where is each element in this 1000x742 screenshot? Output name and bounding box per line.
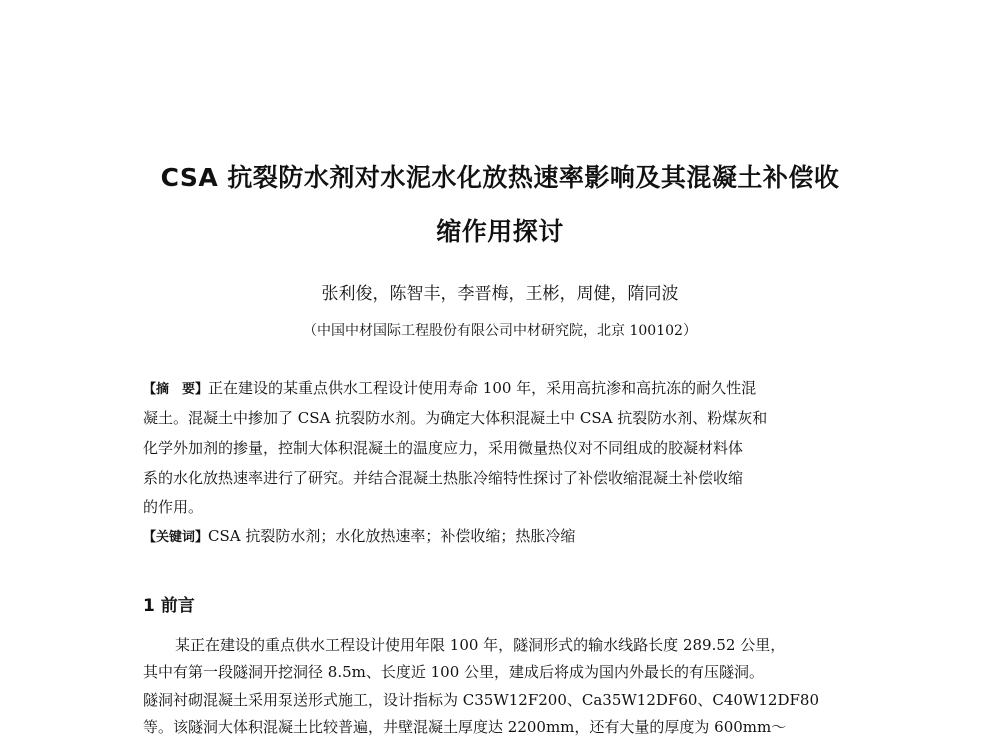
- keywords-label: 【关键词】: [143, 530, 209, 545]
- body-line: 某正在建设的重点供水工程设计使用年限 100 年，隧洞形式的输水线路长度 289.52 公里，: [175, 636, 786, 654]
- keywords-line: [143, 525, 861, 549]
- paper-title-line-1: CSA 抗裂防水剂对水泥水化放热速率影响及其混凝土补偿收: [160, 163, 840, 192]
- paper-title-line-2: 缩作用探讨: [436, 217, 564, 246]
- body-line: 等。该隧洞大体积混凝土比较普遍，井壁混凝土厚度达 2200mm，还有大量的厚度为 600mm～: [143, 718, 787, 736]
- abstract-line: 的作用。: [143, 498, 204, 516]
- body-line: 其中有第一段隧洞开挖洞径 8.5m、长度近 100 公里，建成后将成为国内外最长的有压隧洞。: [143, 663, 765, 681]
- abstract-line: 系的水化放热速率进行了研究。并结合混凝土热胀冷缩特性探讨了补偿收缩混凝土补偿收缩: [143, 469, 744, 487]
- keywords-text: CSA 抗裂防水剂；水化放热速率；补偿收缩；热胀冷缩: [208, 527, 576, 545]
- abstract-line: [143, 377, 861, 401]
- abstract-text: 正在建设的某重点供水工程设计使用寿命 100 年，采用高抗渗和高抗冻的耐久性混: [208, 379, 757, 397]
- affiliation: （中国中材国际工程股份有限公司中材研究院，北京 100102）: [303, 323, 697, 339]
- section-heading: 1 前言: [143, 596, 195, 616]
- abstract-line: 凝土。混凝土中掺加了 CSA 抗裂防水剂。为确定大体积混凝土中 CSA 抗裂防水剂、粉煤灰和: [143, 409, 768, 427]
- abstract-line: 化学外加剂的掺量，控制大体积混凝土的温度应力，采用微量热仪对不同组成的胶凝材料体: [143, 439, 744, 457]
- body-line: 隧洞衬砌混凝土采用泵送形式施工，设计指标为 C35W12F200、Ca35W12DF60、C40W12DF80: [143, 691, 819, 709]
- abstract-label: 【摘 要】: [143, 382, 209, 397]
- author-list: 张利俊，陈智丰，李晋梅，王彬，周健，隋同波: [321, 284, 679, 304]
